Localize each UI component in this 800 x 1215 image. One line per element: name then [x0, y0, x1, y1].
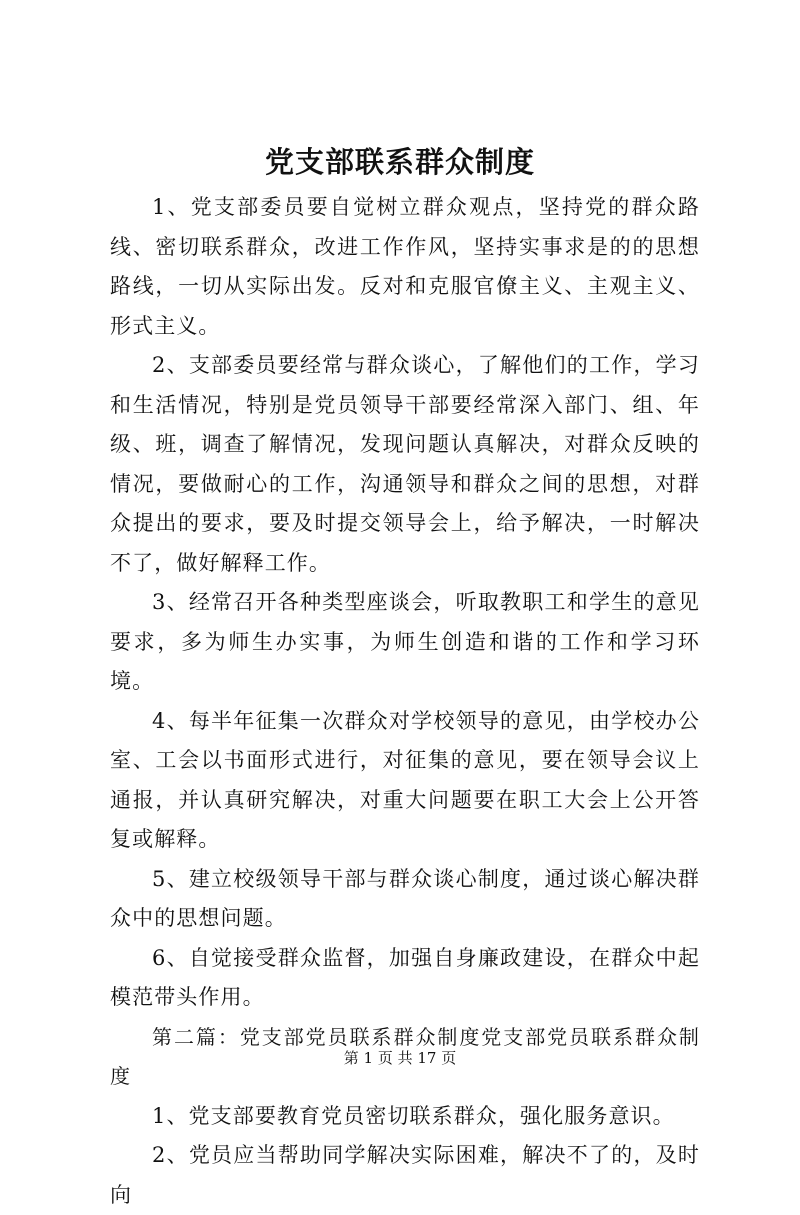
paragraph-5: 5、建立校级领导干部与群众谈心制度，通过谈心解决群众中的思想问题。 — [110, 866, 700, 930]
paragraph-2: 2、支部委员要经常与群众谈心，了解他们的工作，学习和生活情况，特别是党员领导干部要经常深入部门、组、年级、班，调查了解情况，发现问题认真解决，对群众反映的情况，要做耐心的工作，沟通领导和群众之间的思想，对群众提出的要求，要及时提交领导会上，给予解决，一时解决不了，做好解释工作。 — [110, 353, 700, 575]
page-footer: 第 1 页 共 17 页 — [343, 1049, 457, 1067]
paragraph-6: 6、自觉接受群众监督，加强自身廉政建设，在群众中起模范带头作用。 — [110, 945, 700, 1009]
section-2-paragraph-2: 2、党员应当帮助同学解决实际困难，解决不了的，及时向 — [110, 1143, 700, 1207]
paragraph-1: 1、党支部委员要自觉树立群众观点，坚持党的群众路线、密切联系群众，改进工作作风，坚持实事求是的的思想路线，一切从实际出发。反对和克服官僚主义、主观主义、形式主义。 — [110, 195, 700, 338]
section-2-paragraph-1: 1、党支部要教育党员密切联系群众，强化服务意识。 — [152, 1103, 675, 1128]
paragraph-4: 4、每半年征集一次群众对学校领导的意见，由学校办公室、工会以书面形式进行，对征集的意见，要在领导会议上通报，并认真研究解决，对重大问题要在职工大会上公开答复或解释。 — [110, 708, 700, 851]
paragraph-3: 3、经常召开各种类型座谈会，听取教职工和学生的意见要求，多为师生办实事，为师生创造和谐的工作和学习环境。 — [110, 590, 700, 693]
section-2-heading: 第二篇：党支部党员联系群众制度党支部党员联系群众制度 — [110, 1024, 700, 1088]
page-title: 党支部联系群众制度 — [264, 145, 535, 179]
